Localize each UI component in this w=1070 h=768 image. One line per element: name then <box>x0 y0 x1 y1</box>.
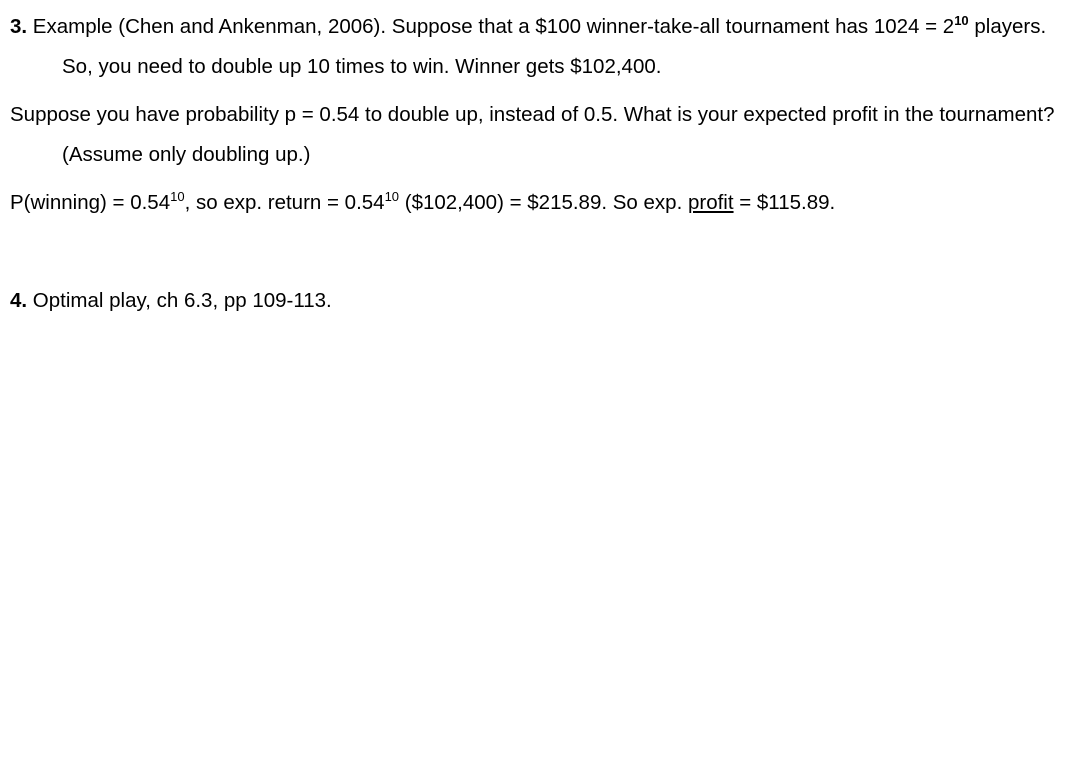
problem-4-text: Optimal play, ch 6.3, pp 109-113. <box>27 289 332 312</box>
problem-3-paragraph <box>10 7 1070 87</box>
problem-3-text-part1: Example (Chen and Ankenman, 2006). Suppose that a $100 winner-take-all tournament has 1024 = 2 <box>27 15 955 38</box>
profit-underlined: profit <box>687 191 734 214</box>
problem-3-text-part2: players. So, you need to double up 10 times to win. Winner gets $102,400. <box>62 15 1047 78</box>
solution-part-b: , so exp. return = 0.54 <box>184 191 385 214</box>
problem-4-paragraph <box>10 281 1070 321</box>
solution-part-c: ($102,400) = $215.89. So exp. <box>399 191 688 214</box>
question-paragraph <box>10 95 1070 175</box>
solution-part-d: = $115.89. <box>733 191 836 214</box>
problem-3-number: 3. <box>10 15 28 38</box>
question-text: Suppose you have probability p = 0.54 to double up, instead of 0.5. What is your expected profit in the tournament? (Assume only doubling up.) <box>10 103 1055 166</box>
problem-4-number: 4. <box>10 289 28 312</box>
solution-exponent-2: 10 <box>384 189 400 204</box>
solution-exponent-1: 10 <box>170 189 185 204</box>
problem-3-exponent: 10 <box>954 13 969 28</box>
solution-part-a: P(winning) = 0.54 <box>10 191 171 214</box>
solution-paragraph <box>10 183 1070 223</box>
